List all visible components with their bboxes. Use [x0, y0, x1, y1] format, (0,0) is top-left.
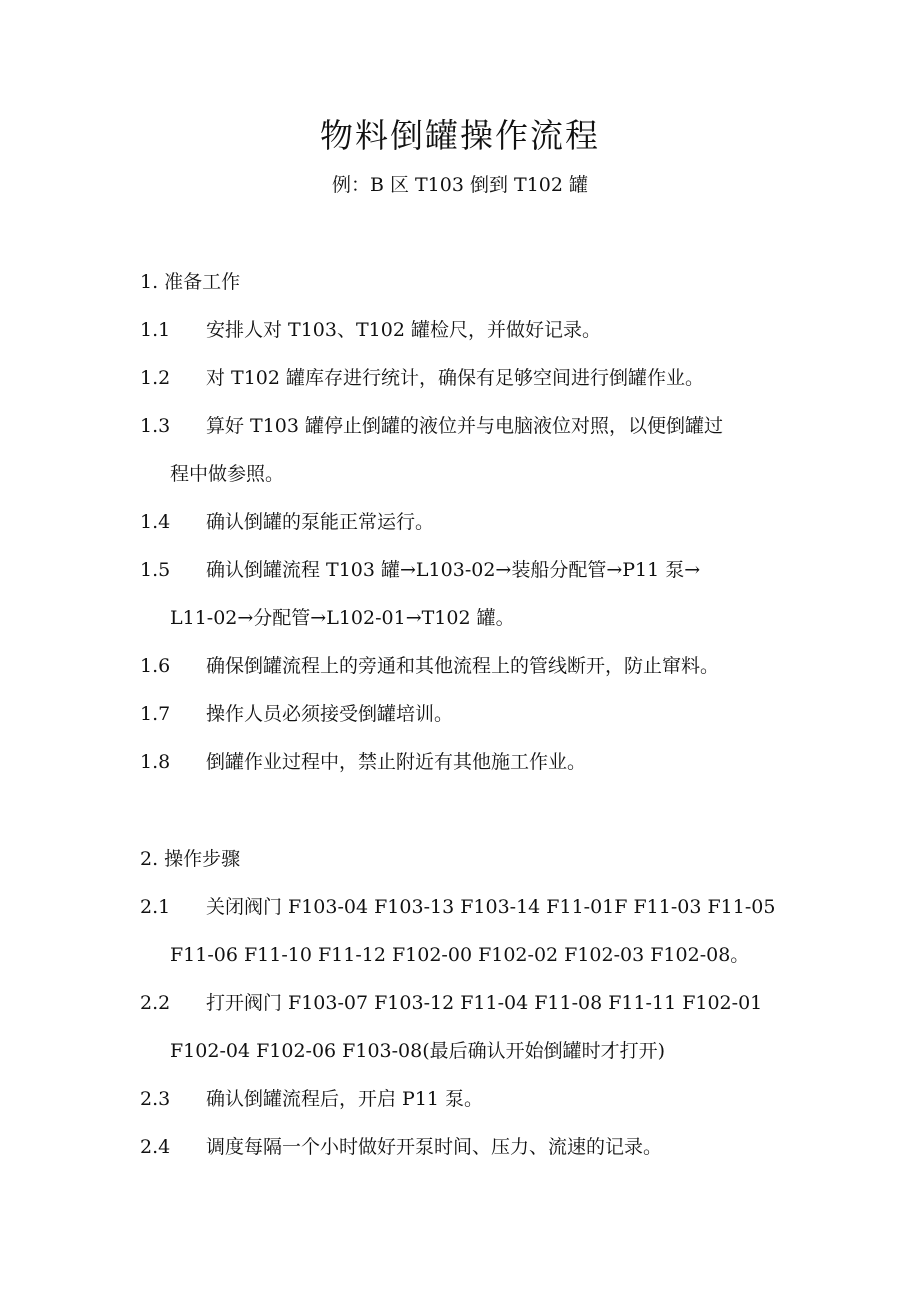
item-text: 确认倒罐的泵能正常运行。 [206, 511, 435, 533]
item-number: 1.8 [140, 751, 171, 773]
item-text: 确认倒罐流程 T103 罐→L103-02→装船分配管→P11 泵→ [206, 559, 701, 581]
section-heading-operation-steps: 2. 操作步骤 [140, 848, 241, 870]
item-text: 倒罐作业过程中，禁止附近有其他施工作业。 [206, 751, 587, 773]
list-item [140, 988, 800, 1018]
list-item [140, 1132, 800, 1162]
item-text: 算好 T103 罐停止倒罐的液位并与电脑液位对照，以便倒罐过 [206, 415, 724, 437]
list-item [140, 1084, 800, 1114]
item-text: 打开阀门 F103-07 F103-12 F11-04 F11-08 F11-11 F102-01 [206, 992, 763, 1014]
item-text-continuation: F102-04 F102-06 F103-08(最后确认开始倒罐时才打开) [170, 1040, 666, 1062]
list-item [140, 747, 800, 777]
item-text: 操作人员必须接受倒罐培训。 [206, 703, 454, 725]
item-text-continuation: L11-02→分配管→L102-01→T102 罐。 [170, 607, 515, 629]
list-item [140, 651, 800, 681]
item-number: 2.3 [140, 1088, 171, 1110]
item-number: 1.5 [140, 559, 171, 581]
item-text-continuation: 程中做参照。 [170, 463, 285, 485]
item-number: 2.1 [140, 896, 171, 918]
list-item [140, 555, 800, 585]
list-item [140, 892, 800, 922]
item-number: 1.4 [140, 511, 171, 533]
document-title: 物料倒罐操作流程 [320, 116, 600, 155]
item-text: 安排人对 T103、T102 罐检尺，并做好记录。 [206, 319, 601, 341]
item-number: 2.2 [140, 992, 171, 1014]
document-subtitle: 例：B 区 T103 倒到 T102 罐 [331, 174, 589, 196]
item-text: 确保倒罐流程上的旁通和其他流程上的管线断开，防止窜料。 [206, 655, 720, 677]
item-text: 调度每隔一个小时做好开泵时间、压力、流速的记录。 [206, 1136, 663, 1158]
list-item [140, 699, 800, 729]
list-item [140, 507, 800, 537]
item-text: 确认倒罐流程后，开启 P11 泵。 [206, 1088, 484, 1110]
item-text: 关闭阀门 F103-04 F103-13 F103-14 F11-01F F11-03 F11-05 [206, 896, 776, 918]
list-item [140, 411, 800, 441]
item-number: 1.3 [140, 415, 171, 437]
item-number: 1.7 [140, 703, 171, 725]
item-text-continuation: F11-06 F11-10 F11-12 F102-00 F102-02 F102-03 F102-08。 [170, 944, 750, 966]
section-heading-preparation: 1. 准备工作 [140, 271, 241, 293]
item-number: 1.6 [140, 655, 171, 677]
item-number: 1.2 [140, 367, 171, 389]
list-item [140, 315, 800, 345]
list-item [140, 363, 800, 393]
item-text: 对 T102 罐库存进行统计，确保有足够空间进行倒罐作业。 [206, 367, 705, 389]
item-number: 1.1 [140, 319, 171, 341]
item-number: 2.4 [140, 1136, 171, 1158]
